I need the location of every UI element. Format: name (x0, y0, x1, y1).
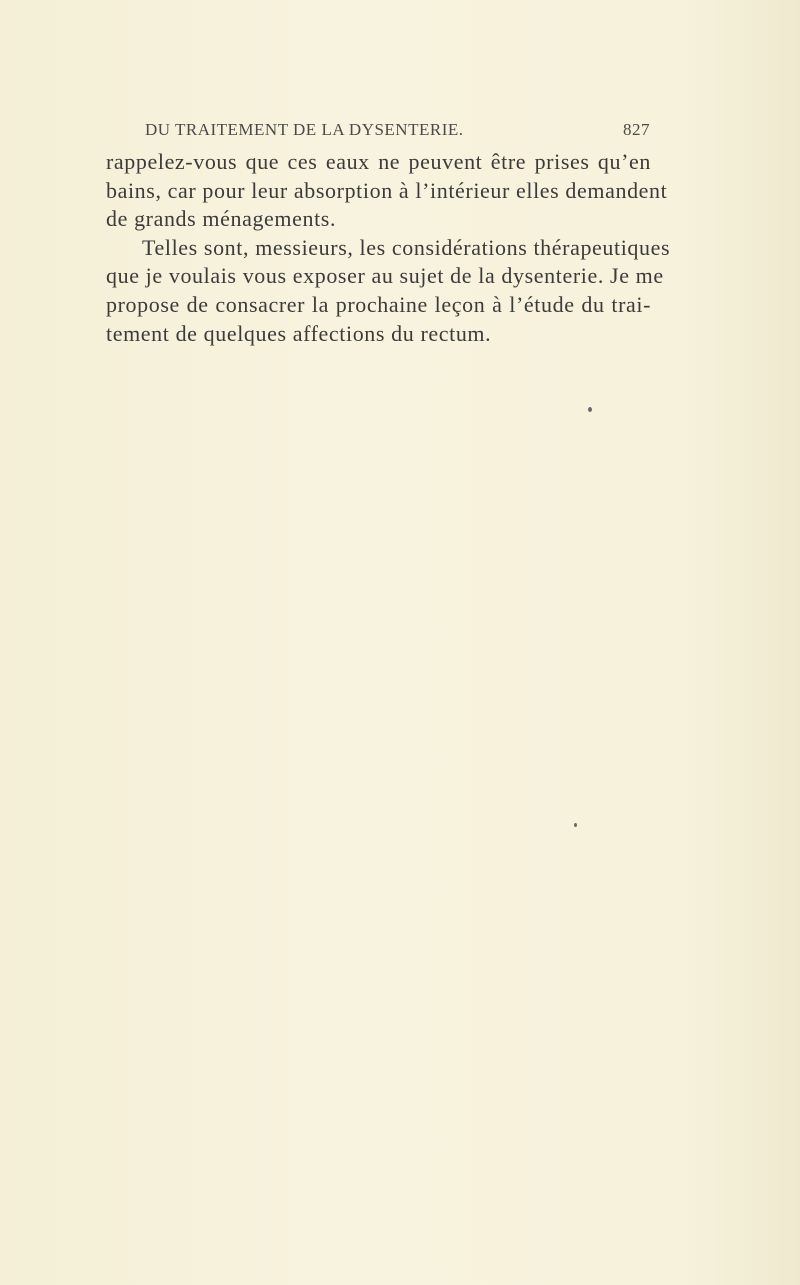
text-line: bains, car pour leur absorption à l’intérieur elles demandent (106, 177, 668, 203)
text-line: tement de quelques affections du rectum. (106, 320, 492, 346)
body-text (106, 148, 671, 348)
paragraph-1 (106, 148, 668, 234)
paragraph-2 (106, 234, 671, 348)
text-line: rappelez-vous que ces eaux ne peuvent être prises qu’en (106, 149, 651, 174)
running-title: DU TRAITEMENT DE LA DYSENTERIE. (145, 120, 464, 139)
ink-speck (588, 407, 592, 412)
text-line: que je voulais vous exposer au sujet de la dysenterie. Je me (106, 263, 664, 289)
ink-speck (574, 823, 577, 827)
text-line: Telles sont, messieurs, les considérations thérapeutiques (142, 234, 671, 260)
page-number: 827 (623, 120, 650, 139)
text-line: propose de consacrer la prochaine leçon à l’étude du trai- (106, 291, 651, 317)
running-header (145, 120, 650, 144)
text-line: de grands ménagements. (106, 206, 337, 232)
